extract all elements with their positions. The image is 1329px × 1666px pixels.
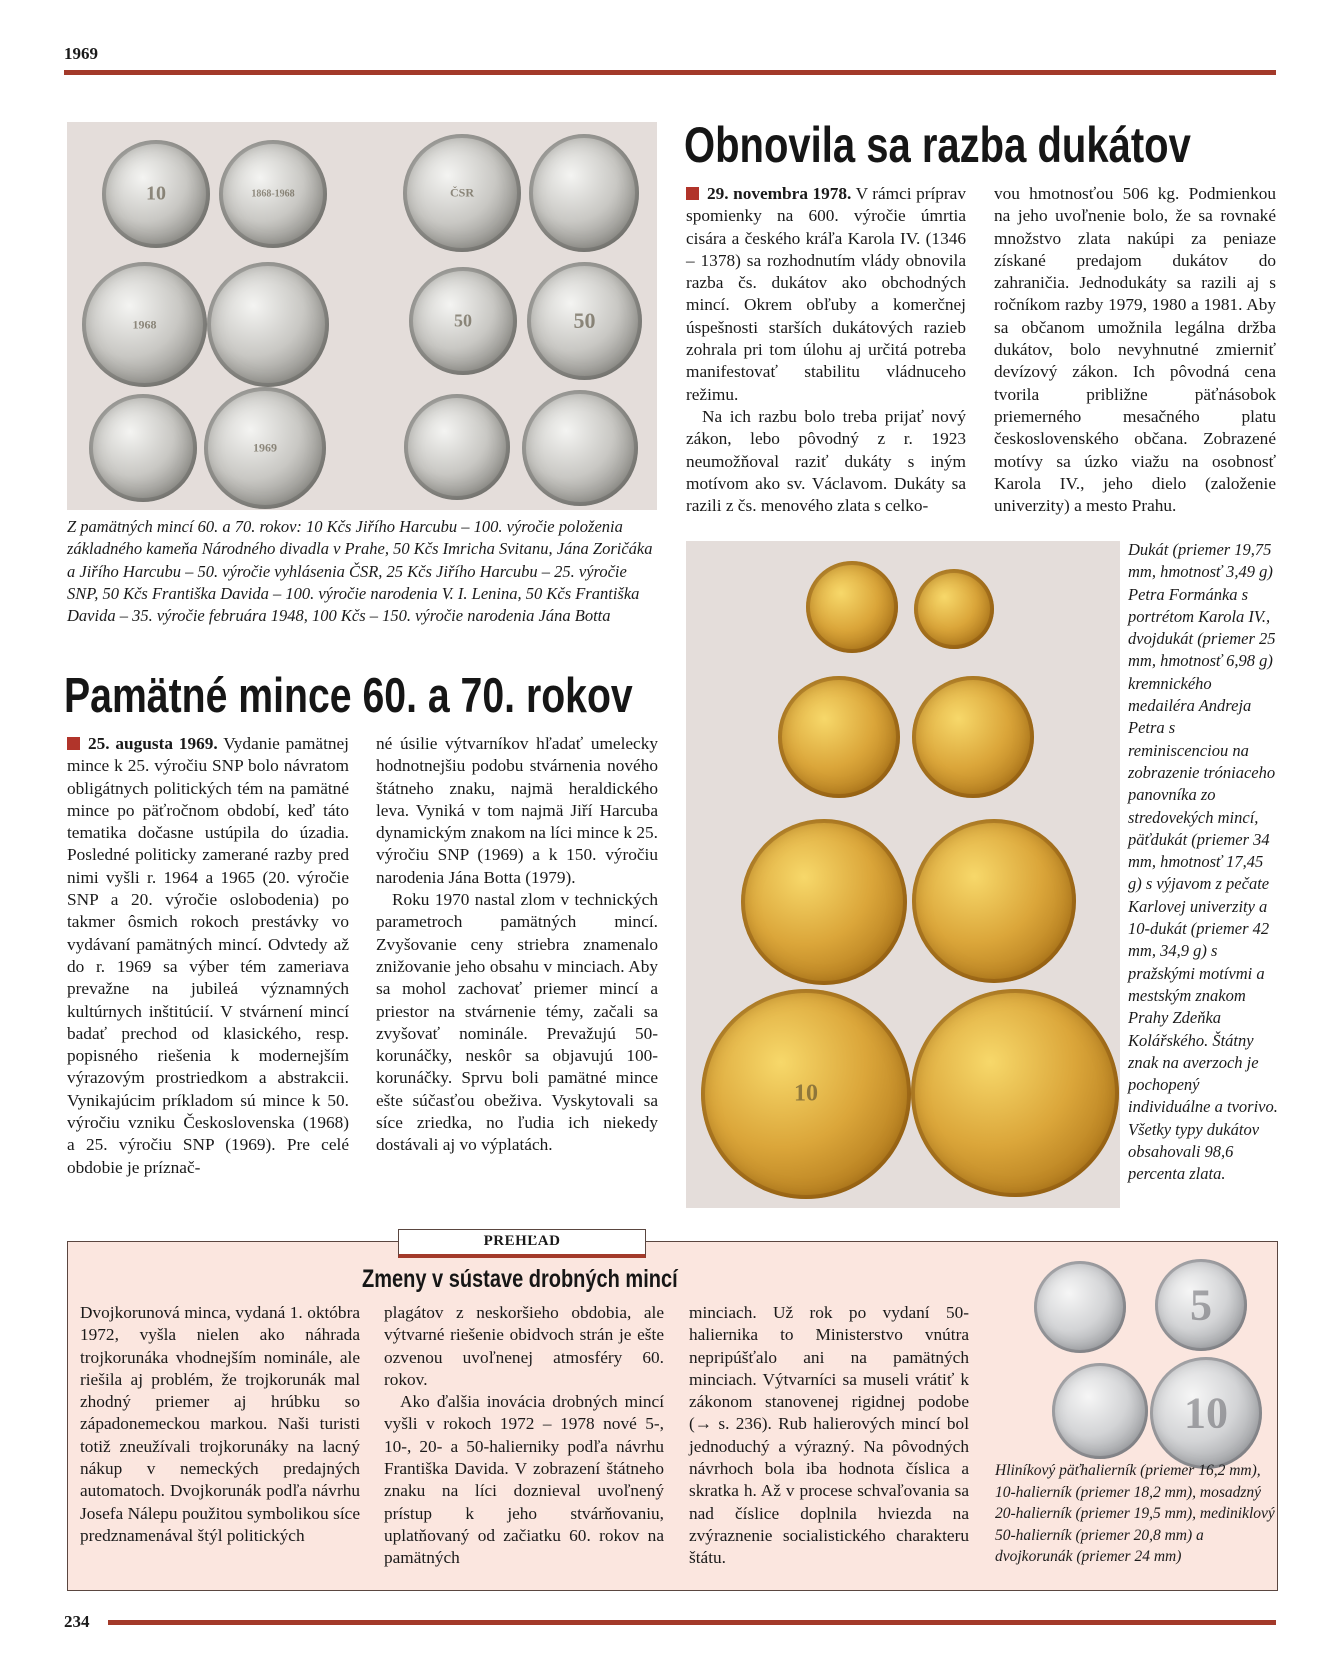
running-header-year: 1969: [64, 44, 98, 63]
ducat-coin: [911, 989, 1119, 1197]
commemorative-coins-photo: [67, 122, 657, 510]
ducat-coin: [912, 676, 1034, 798]
ducat-coin: [912, 819, 1076, 983]
ducat-coin: [806, 561, 898, 653]
small-coin: [1034, 1261, 1126, 1353]
overview-column-1: Dvojkorunová minca, vydaná 1. októbra 1972, vyšla nielen ako náhrada trojkorunáka vhodnejším nominále, ale riešila aj problém, že trojkorunák mal zhodný priemer aj hrúbku so západonemeckou markou. Naši turisti totiž zneužívali trojkorunáky na lacný nákup v nemeckých predajných automatoch. Dvojkorunák podľa návrhu Josefa Nálepu použitou symbolikou síce predznamenával štýl politických: [80, 1303, 360, 1545]
coin-image: 1968: [82, 262, 207, 387]
article-left-column-1: 25. augusta 1969. Vydanie pamätnej mince k 25. výročiu SNP bolo návratom obligátnych politických tém na pamätné mince po päťročnom období, keď táto tematika dočasne ustúpila do úzadia. Posledné politicky zamerané razby pred nimi vyšli r. 1964 a 1965 (20. výročie SNP a 20. výročie oslobodenia) po takmer ôsmich rokoch prestávky vo vydávaní pamätných mincí. Odvtedy až do r. 1969 sa výber tém zameriava prevažne na jubileá významných kultúrnych inštitúcií. V stvárnení mincí badať prechod od klasického, resp. popisného riešenia k modernejším výrazovým prostriedkom a abstrakcii. Vynikajúcim príkladom sú mince k 50. výročiu vzniku Československa (1968) a 25. výročiu SNP (1969). Pre celé obdobie je príznač-: [67, 734, 349, 1177]
coin-image: [522, 390, 638, 506]
coin-image: 1868-1968: [219, 140, 327, 248]
ducat-coin: [741, 819, 907, 985]
footer-rule: [108, 1620, 1276, 1625]
ducat-coin: [914, 569, 994, 649]
article-date: 25. augusta 1969.: [88, 734, 218, 753]
gold-ducats-caption: Dukát (priemer 19,75 mm, hmotnosť 3,49 g) Petra Formánka s portrétom Karola IV., dvojdukát (priemer 25 mm, hmotnosť 6,98 g) kremnického medailéra Andreja Petra s reminiscenciou na zobrazenie tróniaceho panovníka zo stredovekých mincí, päťdukát (priemer 34 mm, hmotnosť 17,45 g) s výjavom z pečate Karlovej univerzity a 10-dukát (priemer 42 mm, 34,9 g) s pražskými motívmi a mestským znakom Prahy Zdeňka Kolářského. Štátny znak na averzoch je pochopený individuálne a tvorivo. Všetky typy dukátov obsahovali 98,6 percenta zlata.: [1128, 540, 1278, 1184]
coin-image: 1969: [204, 387, 326, 509]
article-left-column-2: né úsilie výtvarníkov hľadať umelecky hodnotnejšiu podobu stvárnenia nového štátneho znaku, najmä heraldického leva. Vyniká v tom najmä Jiří Harcuba dynamickým znakom na líci mince k 25. výročiu SNP (1969) a k 150. výročiu narodenia Jána Botta (1979). Roku 1970 nastal zlom v technických parametroch pamätných mincí. Zvyšovanie ceny striebra znamenalo znižovanie jeho obsahu v minciach. Aby sa mohol zachovať priemer mincí a priestor na stvárnenie témy, začali sa zvyšovať nominále. Prevažujú 50-korunáčky, neskôr sa objavujú 100-korunáčky. Sprvu boli pamätné mince ešte súčasťou obeživa. Vyskytovali sa síce zriedka, no ľudia ich niekedy dostávali aj vo výplatách.: [376, 734, 658, 1155]
small-coin: 5: [1155, 1259, 1247, 1351]
coin-image: ČSR: [403, 134, 521, 252]
small-coins-caption: Hliníkový päťhalierník (priemer 16,2 mm), 10-halierník (priemer 18,2 mm), mosadzný 20-halierník (priemer 19,5 mm), mediniklový 50-halierník (priemer 20,8 mm) a dvojkorunák (priemer 24 mm): [995, 1462, 1275, 1565]
article-title-pamatne-mince: Pamätné mince 60. a 70. rokov: [64, 669, 633, 723]
overview-tag: PREHĽAD: [398, 1229, 646, 1258]
overview-title: Zmeny v sústave drobných mincí: [362, 1265, 678, 1293]
overview-column-3: minciach. Už rok po vydaní 50-haliernika to Ministerstvo vnútra nepripúšťalo ani na pamätných minciach. Výtvarníci sa museli vrátiť k zákonom stanovenej rigidnej podobe (→ s. 236). Rub halierových mincí bol jednoduchý a výrazný. Na pôvodných návrhoch bola iba hodnota číslica a skratka h. Až v procese schvaľovania sa nad číslice doplnila hviezda na zvýraznenie socialistického charakteru štátu.: [689, 1303, 969, 1568]
article-right-column-1: 29. novembra 1978. V rámci príprav spomienky na 600. výročie úmrtia cisára a českého kráľa Karola IV. (1346 – 1378) sa rozhodnutím vlády obnovila razba čs. dukátov ako obchodných mincí. Okrem obľuby a komerčnej úspešnosti starších dukátových razieb zohrala pri tom úlohu aj určitá potreba manifestovať stabilitu vládnuceho režimu. Na ich razbu bolo treba prijať nový zákon, lebo pôvodný z r. 1923 neumožňoval raziť dukáty s iným motívom ako sv. Václavom. Dukáty sa razili z čs. menového zlata s celko-: [686, 184, 966, 516]
section-bullet: [686, 187, 699, 200]
section-bullet: [67, 737, 80, 750]
coin-image: [207, 262, 329, 387]
coin-image: [404, 394, 510, 500]
article-right-column-2: vou hmotnosťou 506 kg. Podmienkou na jeho uvoľnenie bolo, že sa rovnaké množstvo zlata nakúpi za peniaze získané predajom dukátov do zahraničia. Jednodukáty sa razili aj s ročníkom razby 1979, 1980 a 1981. Aby sa občanom umožnila legálna držba dukátov, bolo nevyhnutné zmierniť devízový zákon. Ich pôvodná cena tvorila približne päťnásobok priemerného mesačného platu československého občana. Zobrazené motívy sa úzko viažu na osobnosť Karola IV., jeho dielo (založenie univerzity) a mesto Prahu.: [994, 184, 1276, 516]
article-title-razba-dukatov: Obnovila sa razba dukátov: [684, 117, 1191, 173]
ducat-coin: [778, 676, 900, 798]
page-number: 234: [64, 1612, 90, 1631]
coin-image: [529, 134, 639, 252]
coin-image: 50: [527, 262, 642, 380]
small-coin: [1052, 1363, 1148, 1459]
overview-column-2: plagátov z neskoršieho obdobia, ale výtvarné riešenie obidvoch strán je ešte ozvenou uvoľnenej atmosféry 60. rokov. Ako ďalšia inovácia drobných mincí vyšli v rokoch 1972 – 1978 nové 5-, 10-, 20- a 50-halierniky podľa návrhu Františka Davida. V zobrazení štátneho znaku na líci doznieval uvoľnený prístup k jeho stvárňovaniu, uplatňovaný od začiatku 60. rokov na pamätných: [384, 1303, 664, 1568]
ducat-coin: 10: [701, 989, 911, 1199]
small-coin: 10: [1150, 1357, 1262, 1469]
coin-image: 10: [102, 140, 210, 248]
gold-ducats-photo: [686, 541, 1120, 1208]
coin-image: 50: [409, 267, 517, 375]
header-rule: [64, 70, 1276, 75]
coin-image: [89, 394, 197, 502]
article-date: 29. novembra 1978.: [707, 184, 852, 203]
commemorative-coins-caption: Z pamätných mincí 60. a 70. rokov: 10 Kčs Jiřího Harcubu – 100. výročie položenia základného kameňa Národného divadla v Prahe, 50 Kčs Imricha Svitanu, Jána Zoričáka a Jiřího Harcubu – 50. výročie vyhlásenia ČSR, 25 Kčs Jiřího Harcubu – 25. výročie SNP, 50 Kčs Františka Davida – 100. výročie narodenia V. I. Lenina, 50 Kčs Františka Davida – 35. výročie februára 1948, 100 Kčs – 150. výročie narodenia Jána Botta: [67, 517, 653, 626]
